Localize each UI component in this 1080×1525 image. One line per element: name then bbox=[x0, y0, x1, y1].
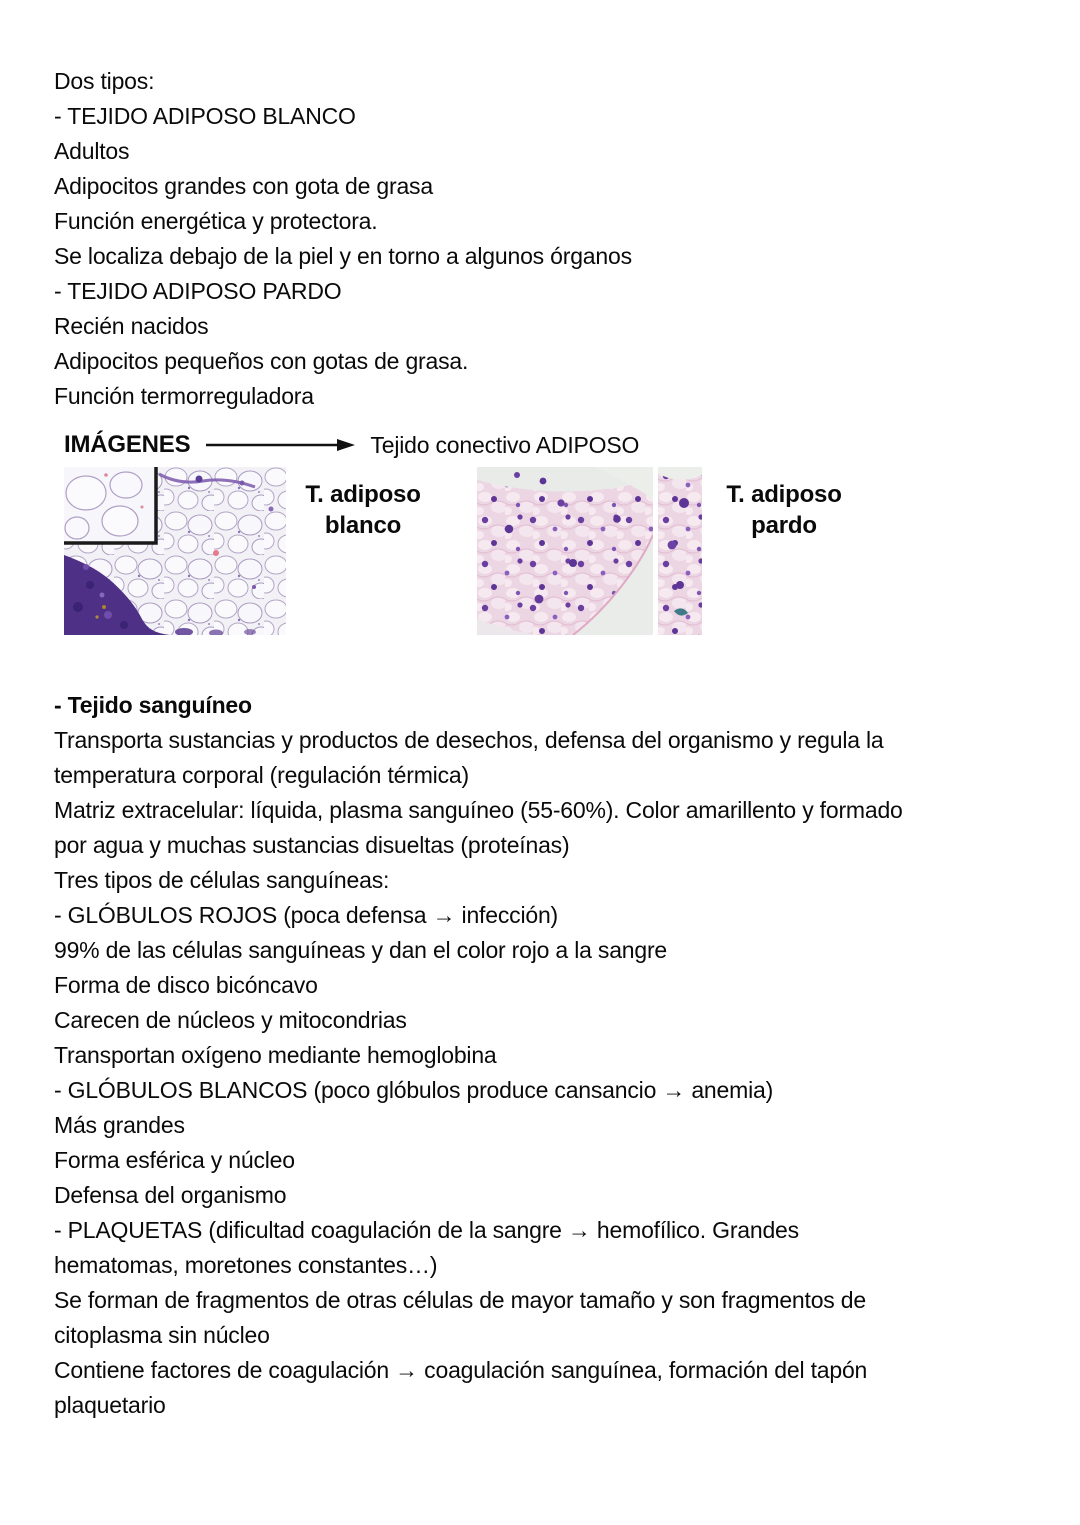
text-line: - TEJIDO ADIPOSO PARDO bbox=[54, 278, 342, 304]
text-line: citoplasma sin núcleo bbox=[54, 1322, 270, 1348]
text-line: Forma esférica y núcleo bbox=[54, 1147, 295, 1173]
caption-line: blanco bbox=[324, 512, 402, 539]
text-line: Se forman de fragmentos de otras células de mayor tamaño y son fragmentos de bbox=[54, 1287, 866, 1313]
text-line: Forma de disco bicóncavo bbox=[54, 972, 318, 998]
text-line: - GLÓBULOS BLANCOS (poco glóbulos produce cansancio → anemia) bbox=[54, 1077, 774, 1103]
text-line: hematomas, moretones constantes…) bbox=[54, 1252, 438, 1278]
text-line: Tres tipos de células sanguíneas: bbox=[54, 867, 390, 893]
white-adipose-histology-image bbox=[64, 467, 286, 635]
white-adipose-caption bbox=[297, 479, 429, 541]
text-line: Función termorreguladora bbox=[54, 383, 314, 409]
text-line: Recién nacidos bbox=[54, 313, 209, 339]
text-line: plaquetario bbox=[54, 1392, 166, 1418]
text-line: Transportan oxígeno mediante hemoglobina bbox=[54, 1042, 497, 1068]
text-line: - TEJIDO ADIPOSO BLANCO bbox=[54, 103, 356, 129]
imagenes-arrow-row bbox=[64, 427, 639, 463]
text-line: Adipocitos pequeños con gotas de grasa. bbox=[54, 348, 469, 374]
caption-line: pardo bbox=[751, 512, 817, 539]
caption-line: T. adiposo bbox=[726, 481, 842, 508]
imagenes-target-label: Tejido conectivo ADIPOSO bbox=[370, 431, 640, 458]
text-line: Defensa del organismo bbox=[54, 1182, 287, 1208]
text-line: Contiene factores de coagulación → coagulación sanguínea, formación del tapón bbox=[54, 1357, 868, 1383]
imagenes-label: IMÁGENES bbox=[64, 431, 191, 458]
text-line: Se localiza debajo de la piel y en torno a algunos órganos bbox=[54, 243, 632, 269]
text-line: - GLÓBULOS ROJOS (poca defensa → infección) bbox=[54, 902, 558, 928]
text-line: Dos tipos: bbox=[54, 68, 155, 94]
right-arrow-icon bbox=[204, 437, 356, 453]
text-line: Carecen de núcleos y mitocondrias bbox=[54, 1007, 407, 1033]
text-line: Adultos bbox=[54, 138, 130, 164]
text-line: Más grandes bbox=[54, 1112, 185, 1138]
text-line: Matriz extracelular: líquida, plasma sanguíneo (55-60%). Color amarillento y formado bbox=[54, 797, 903, 823]
text-line: - PLAQUETAS (dificultad coagulación de la sangre → hemofílico. Grandes bbox=[54, 1217, 799, 1243]
brown-adipose-histology-strip bbox=[658, 467, 702, 635]
text-line: temperatura corporal (regulación térmica) bbox=[54, 762, 469, 788]
blood-tissue-text-block bbox=[54, 688, 903, 1423]
text-line: Transporta sustancias y productos de desechos, defensa del organismo y regula la bbox=[54, 727, 884, 753]
brown-adipose-histology-image bbox=[477, 467, 653, 635]
text-line: por agua y muchas sustancias disueltas (proteínas) bbox=[54, 832, 570, 858]
text-line: 99% de las células sanguíneas y dan el color rojo a la sangre bbox=[54, 937, 668, 963]
histology-figures-row bbox=[0, 467, 1080, 667]
text-line: Adipocitos grandes con gota de grasa bbox=[54, 173, 433, 199]
caption-line: T. adiposo bbox=[305, 481, 421, 508]
text-line: Función energética y protectora. bbox=[54, 208, 378, 234]
brown-adipose-caption bbox=[718, 479, 850, 541]
adipose-types-text-block bbox=[54, 64, 632, 414]
section-heading: - Tejido sanguíneo bbox=[54, 692, 252, 718]
